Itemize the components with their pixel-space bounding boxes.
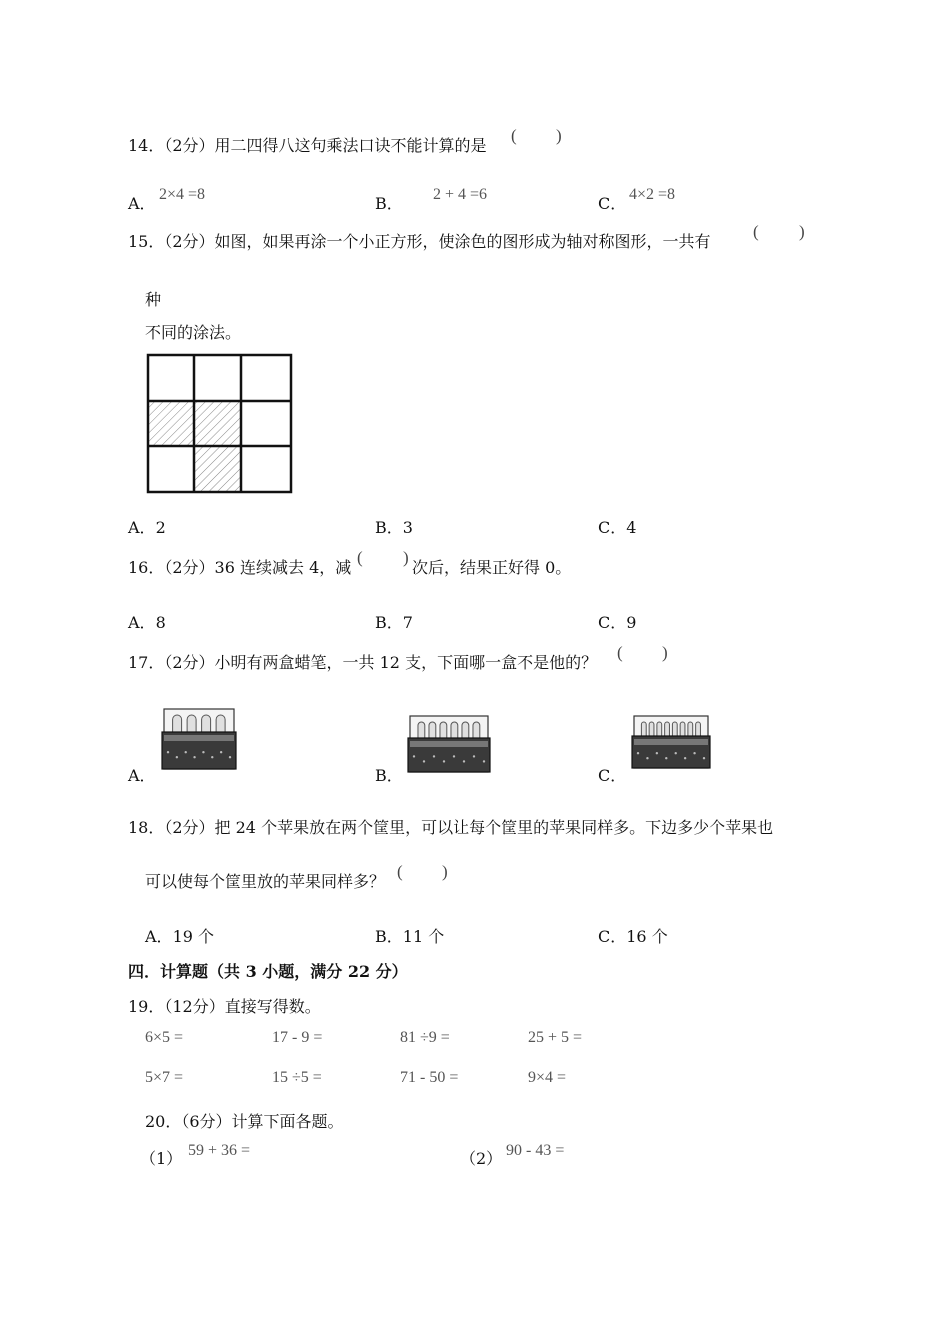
grid-cell-empty [241,401,291,446]
q15-option-b-value: 3 [402,518,413,537]
q16-stem-b: 次后，结果正好得 0。 [412,558,572,577]
q19-r1-c1: 6×5 = [145,1029,184,1046]
q19-r2-c4: 9×4 = [528,1069,567,1086]
q16-option-b-label: B． [375,613,403,632]
q14-option-b-label: B． [375,194,403,213]
q15-option-a-label: A． [128,518,156,537]
q18-option-b-label: B． [375,927,403,946]
crayon-box-dot [413,755,415,757]
q17-option-b-label: B． [375,766,403,785]
q15-option-a-value: 2 [155,518,166,537]
crayon-box-dot [483,760,485,762]
grid-cell-shaded [194,446,241,492]
crayon-box-dot [423,760,425,762]
grid-cell-empty [148,446,194,492]
q16-option-c-value: 9 [626,613,637,632]
grid-cell-empty [241,446,291,492]
q14-stem: 14．（2分）用二四得八这句乘法口诀不能计算的是 [128,136,487,155]
q18-option-c-label: C． [598,927,627,946]
crayon-box-dot [433,755,435,757]
q18-option-a-label: A． [145,927,173,946]
q17-option-a-label: A． [128,766,156,785]
q18-option-b [375,924,444,947]
q18-option-c-value: 16 个 [626,927,668,946]
crayon-box-dot [453,755,455,757]
q18-option-c [598,924,668,947]
q20-item-1-label: （1） [140,1149,183,1168]
crayon-box-dot [693,752,695,754]
crayon-box-dot [703,757,705,759]
crayon-box-dot [176,756,178,758]
q20-item-1-expr: 59 + 36 = [188,1142,251,1159]
crayon-box-dot [211,756,213,758]
crayon-box-dot [684,757,686,759]
q16-option-b-value: 7 [402,613,413,632]
q15-stem: 15．（2分）如图，如果再涂一个小正方形，使涂色的图形成为轴对称图形，一共有 [128,232,711,251]
q14-option-b-expr: 2 + 4 =6 [433,186,488,203]
grid-cell-empty [148,355,194,401]
grid-cell-empty [194,355,241,401]
crayon-box-dot [473,755,475,757]
grid-cell-shaded [148,401,194,446]
q19-r1-c2: 17 - 9 = [272,1029,323,1046]
q16-option-b [375,610,413,633]
q18-paren-close: ) [442,862,448,881]
q18-paren-open: ( [397,862,403,881]
q14-paren-open: ( [511,126,517,145]
q18-stem: 18．（2分）把 24 个苹果放在两个筐里，可以让每个筐里的苹果同样多。下边多少个苹果也 [128,818,774,837]
q15-continuation-1: 种 [145,290,162,309]
q20-item-2-expr: 90 - 43 = [506,1142,565,1159]
q15-option-c [598,515,636,538]
crayon-box-dot [665,757,667,759]
q15-paren-open: ( [753,222,759,241]
q18-option-b-value: 11 个 [402,927,445,946]
crayon-box-dot [193,756,195,758]
crayon-box-dot [443,760,445,762]
q18-continuation: 可以使每个筐里放的苹果同样多？ [145,872,386,891]
crayon-box-dot [637,752,639,754]
grid-cell-empty [241,355,291,401]
q19-r1-c3: 81 ÷9 = [400,1029,450,1046]
q15-option-c-label: C． [598,518,627,537]
q19-r2-c1: 5×7 = [145,1069,184,1086]
crayon-box-band [634,739,708,745]
q17-crayon-box-a [160,703,238,773]
q14-option-a-expr: 2×4 =8 [159,186,206,203]
crayon-box-band [410,741,488,747]
q20-item-2-label: （2） [460,1149,503,1168]
q17-crayon-box-b [406,710,492,776]
q15-option-b [375,515,413,538]
crayon-box-dot [463,760,465,762]
q14-option-a-label: A． [128,194,156,213]
q17-paren-open: ( [617,643,623,662]
q16-paren-open: ( [357,548,363,567]
q14-paren-close: ) [556,126,562,145]
q16-paren-close: ) [403,548,409,567]
q19-stem: 19．（12分）直接写得数。 [128,997,321,1016]
crayon-box-dot [229,756,231,758]
crayon-box-dot [167,751,169,753]
q15-option-b-label: B． [375,518,403,537]
q14-option-c-label: C． [598,194,627,213]
q18-option-a-value: 19 个 [172,927,215,946]
q16-option-c [598,610,636,633]
q20-stem: 20．（6分）计算下面各题。 [145,1112,344,1131]
q15-option-c-value: 4 [626,518,637,537]
q15-continuation-2: 不同的涂法。 [145,323,242,342]
crayon-box-dot [185,751,187,753]
section-4-title: 四．计算题（共 3 小题，满分 22 分） [128,962,408,981]
q19-r2-c3: 71 - 50 = [400,1069,459,1086]
q16-option-a [128,610,166,633]
q15-option-a [128,515,166,538]
grid-cell-shaded [194,401,241,446]
q15-grid-figure [140,348,300,500]
q19-r2-c2: 15 ÷5 = [272,1069,322,1086]
q16-option-c-label: C． [598,613,627,632]
q15-paren-close: ) [799,222,805,241]
q16-stem-a: 16．（2分）36 连续减去 4，减 [128,558,352,577]
crayon-box-dot [656,752,658,754]
crayon-box-dot [220,751,222,753]
q16-option-a-value: 8 [155,613,166,632]
crayon-box-band [164,735,234,741]
q17-paren-close: ) [662,643,668,662]
crayon-box-dot [202,751,204,753]
q17-option-c-label: C． [598,766,627,785]
q16-option-a-label: A． [128,613,156,632]
q18-option-a [145,924,214,947]
q19-r1-c4: 25 + 5 = [528,1029,583,1046]
q14-option-c-expr: 4×2 =8 [629,186,676,203]
q17-stem: 17．（2分）小明有两盒蜡笔，一共 12 支，下面哪一盒不是他的？ [128,653,598,672]
crayon-box-dot [646,757,648,759]
crayon-box-dot [675,752,677,754]
q17-crayon-box-c [630,710,712,772]
